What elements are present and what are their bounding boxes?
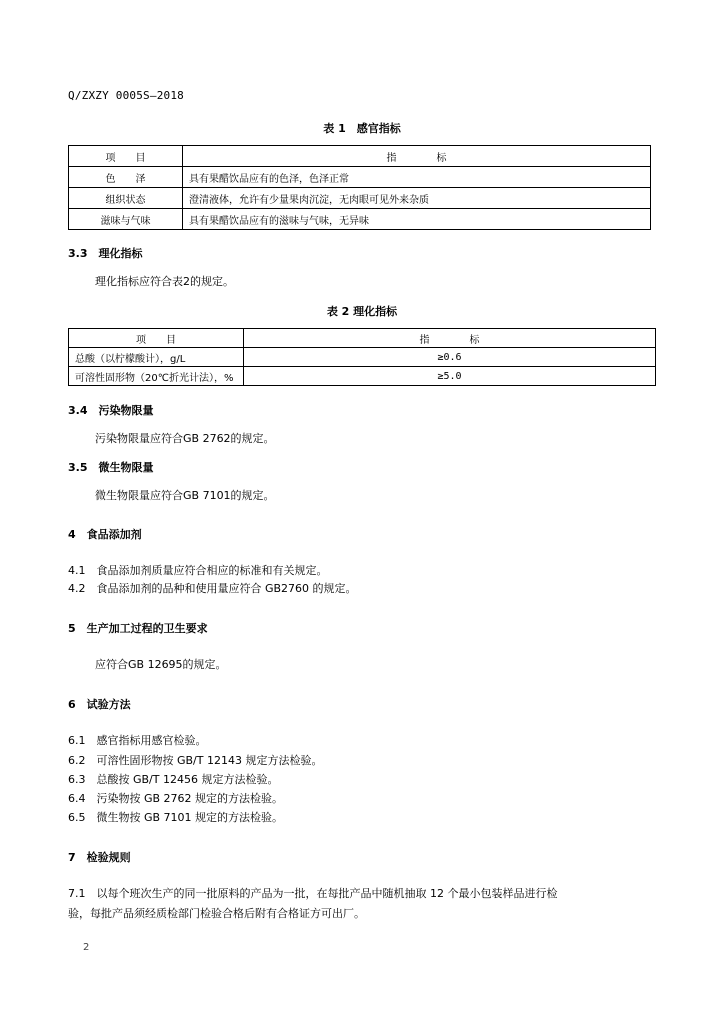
table-cell: 具有果醋饮品应有的滋味与气味，无异味 (183, 209, 651, 230)
table-cell: 组织状态 (69, 188, 183, 209)
section-3-5-title: 3.5 微生物限量 (68, 461, 154, 474)
table-header-row (69, 146, 651, 167)
table-header-cell: 项 目 (69, 329, 244, 348)
table-header-row (69, 329, 656, 348)
table-cell: 总酸（以柠檬酸计），g/L (69, 348, 244, 367)
list-item: 6.5 微生物按 GB 7101 规定的方法检验。 (68, 811, 284, 824)
section-3-5-text: 微生物限量应符合GB 7101的规定。 (95, 489, 275, 502)
page-number: 2 (83, 942, 90, 953)
section-5-text: 应符合GB 12695的规定。 (95, 658, 227, 671)
list-item: 6.3 总酸按 GB/T 12456 规定方法检验。 (68, 773, 279, 786)
table-row (69, 209, 651, 230)
table2-caption: 表 2 理化指标 (326, 305, 398, 318)
table-cell: ≥5.0 (244, 367, 656, 386)
table-cell: ≥0.6 (244, 348, 656, 367)
section-7-1-line1: 7.1 以每个班次生产的同一批原料的产品为一批，在每批产品中随机抽取 12 个最小包装样品进行检 (68, 887, 558, 900)
section-3-3-title: 3.3 理化指标 (68, 247, 143, 260)
table-row (69, 188, 651, 209)
table-header-cell: 指 标 (244, 329, 656, 348)
list-item: 4.1 食品添加剂质量应符合相应的标准和有关规定。 (68, 564, 328, 577)
list-item: 6.1 感官指标用感官检验。 (68, 734, 207, 747)
list-item: 6.2 可溶性固形物按 GB/T 12143 规定方法检验。 (68, 754, 323, 767)
sensory-table (68, 145, 651, 230)
section-4-title: 4 食品添加剂 (68, 528, 142, 541)
table-row (69, 367, 656, 386)
table1-caption: 表 1 感官指标 (323, 122, 401, 135)
table-header-cell: 项 目 (69, 146, 183, 167)
section-7-title: 7 检验规则 (68, 851, 131, 864)
document-id: Q/ZXZY 0005S—2018 (68, 89, 184, 102)
table-cell: 滋味与气味 (69, 209, 183, 230)
list-item: 6.4 污染物按 GB 2762 规定的方法检验。 (68, 792, 284, 805)
section-3-4-text: 污染物限量应符合GB 2762的规定。 (95, 432, 275, 445)
table-row (69, 348, 656, 367)
table-row (69, 167, 651, 188)
list-item: 4.2 食品添加剂的品种和使用量应符合 GB2760 的规定。 (68, 582, 357, 595)
table-cell: 澄清液体，允许有少量果肉沉淀，无肉眼可见外来杂质 (183, 188, 651, 209)
section-3-3-text: 理化指标应符合表2的规定。 (95, 275, 234, 288)
section-6-title: 6 试验方法 (68, 698, 131, 711)
section-5-title: 5 生产加工过程的卫生要求 (68, 622, 208, 635)
table-header-cell: 指 标 (183, 146, 651, 167)
table-cell: 可溶性固形物（20℃折光计法），% (69, 367, 244, 386)
table-cell: 色 泽 (69, 167, 183, 188)
section-7-1-line2: 验，每批产品须经质检部门检验合格后附有合格证方可出厂。 (68, 907, 365, 920)
section-3-4-title: 3.4 污染物限量 (68, 404, 154, 417)
physicochemical-table (68, 328, 656, 386)
table-cell: 具有果醋饮品应有的色泽，色泽正常 (183, 167, 651, 188)
